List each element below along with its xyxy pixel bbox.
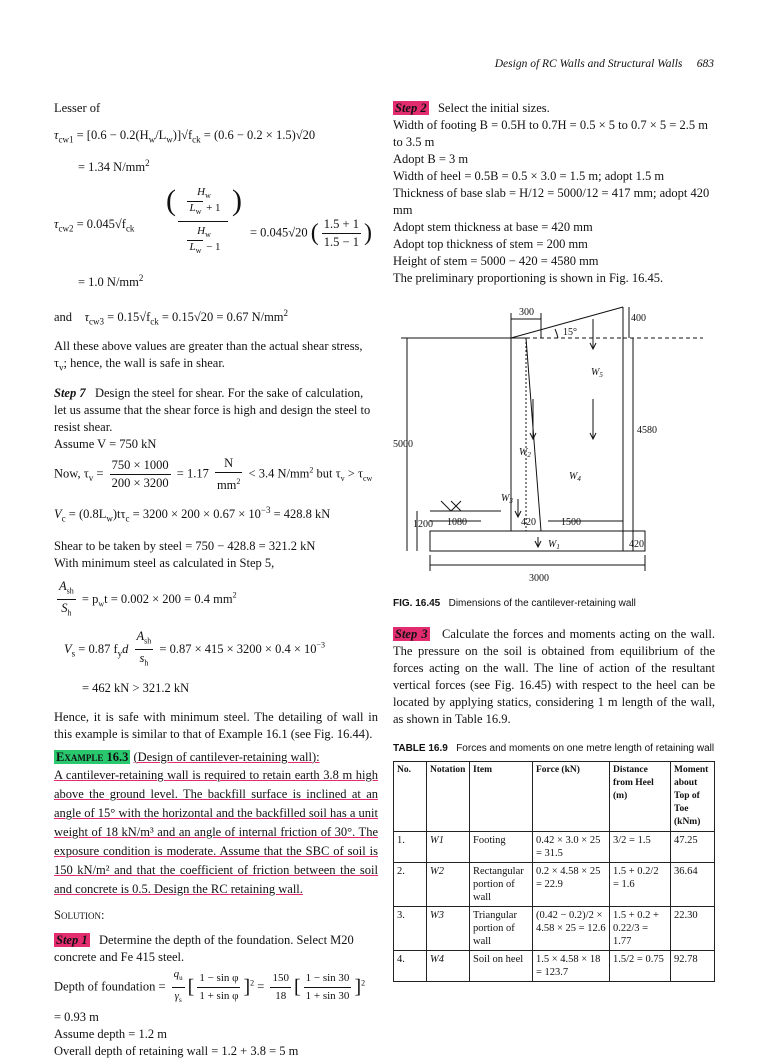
table-cell: Footing bbox=[470, 832, 533, 863]
table-row bbox=[394, 863, 715, 907]
width-footing-line: Width of footing B = 0.5H to 0.7H = 0.5 × 5 to 0.7 × 5 = 2.5 m to 3.5 m bbox=[393, 118, 708, 149]
table-cell: Rectangular portion of wall bbox=[470, 863, 533, 907]
table-cell: 3/2 = 1.5 bbox=[610, 832, 671, 863]
table-cell: 1. bbox=[394, 832, 427, 863]
col-header: Item bbox=[470, 762, 533, 832]
stem-base-line: Adopt stem thickness at base = 420 mm bbox=[393, 220, 593, 234]
col-header: Notation bbox=[427, 762, 470, 832]
table-cell: 1.5 + 0.2/2 = 1.6 bbox=[610, 863, 671, 907]
running-title: Design of RC Walls and Structural Walls bbox=[494, 58, 683, 70]
step7-paragraph: Step 7 Design the steel for shear. For the sake of calculation, let us assume that the shear force is high and design the steel to resist shear. bbox=[54, 385, 371, 434]
table-row bbox=[394, 832, 715, 863]
table-number: TABLE 16.9 bbox=[393, 743, 448, 754]
table-cell: W2 bbox=[427, 863, 470, 907]
table-row bbox=[394, 907, 715, 951]
table-row bbox=[394, 951, 715, 982]
table-cell: 3. bbox=[394, 907, 427, 951]
lesser-of-text: Lesser of bbox=[54, 101, 101, 115]
table-cell: 2. bbox=[394, 863, 427, 907]
tau-cw2-result: = 1.0 $N/mm^2$ bbox=[78, 272, 144, 289]
label-w1: $W_1$ bbox=[548, 539, 560, 551]
vs-equation: $V_s = 0.87$ $f_yd$ $\frac{A_{sh}}{s_h}$ = $0.87 \times 415 \times 3200 \times 0.4 \times 10^{-3}$ bbox=[64, 628, 326, 668]
depth-result: = 0.93 m bbox=[54, 1010, 99, 1025]
min-steel-text: With minimum steel as calculated in Step 5, bbox=[54, 555, 275, 570]
solution-label: Solution: bbox=[54, 907, 105, 922]
tau-cw1-equation: $\tau_{cw1} = [0.6 - 0.2(H_w/L_w)]√f_{ck} = (0.6 - 0.2 \times 1.5)√20$ bbox=[54, 128, 316, 145]
right-column bbox=[393, 100, 715, 982]
left-column bbox=[54, 100, 378, 1060]
dim-1500: 1500 bbox=[561, 517, 581, 528]
depth-foundation-equation: Depth of foundation = $\frac{q_u}{\gamma_s}$ [ $\frac{\text{1 − sin φ}}{\text{1 + sin φ}}$ ]$^2$ = $\frac{150}{18}$ [ $\frac{1 - \sin 30}{1 + \sin 30}$ ]$^2$ bbox=[54, 967, 366, 1005]
dim-15-deg: 15° bbox=[563, 327, 577, 338]
example-heading bbox=[54, 749, 378, 766]
step1-paragraph: Step 1 Determine the depth of the foundation. Select M20 concrete and Fe 415 steel. bbox=[54, 932, 354, 964]
overall-depth: Overall depth of retaining wall = 1.2 + 3.8 = 5 m bbox=[54, 1044, 299, 1059]
tau-cw3-equation: and $\tau_{cw3} = 0.15√f_{ck} = 0.15√20 = 0.67$ $N/mm^2$ bbox=[54, 307, 289, 327]
col-header: Moment about Top of Toe (kNm) bbox=[671, 762, 715, 832]
table-cell: W1 bbox=[427, 832, 470, 863]
hw-lw-fraction: ( $H_w$ $L_w + 1$ $H_w$ $L_w - 1$ ) bbox=[166, 183, 242, 256]
table-cell: (0.42 − 0.2)/2 × 4.58 × 25 = 12.6 bbox=[533, 907, 610, 951]
table-cell: 22.30 bbox=[671, 907, 715, 951]
table-cell: W3 bbox=[427, 907, 470, 951]
dim-3000: 3000 bbox=[529, 573, 549, 584]
tau-v-equation: Now, $\tau_v$ = $\frac{750 \times 1000}{200 \times 3200}$ = 1.17 $\frac{N}{mm^2}$ < 3.4 $N/mm^2$ but $\tau_v > \tau_{cw}$ bbox=[54, 455, 373, 493]
col-header: Force (kN) bbox=[533, 762, 610, 832]
figure-caption: FIG. 16.45 Dimensions of the cantilever-retaining wall bbox=[393, 598, 636, 609]
shear-by-steel: Shear to be taken by steel = 750 − 428.8 = 321.2 kN bbox=[54, 538, 316, 553]
dim-5000: 5000 bbox=[393, 439, 413, 450]
table-cell: 47.25 bbox=[671, 832, 715, 863]
table-header-row bbox=[394, 762, 715, 832]
step3-paragraph: Step 3 Calculate the forces and moments acting on the wall. The pressure on the soil is obtained from equilibrium of the forces acting on the wall. The line of action of the resultant vertical forces (see Fig. 16.45) with respect to the heel can be located by applying statics, considering 1 m length of the wall, as shown in Table 16.9. bbox=[393, 627, 716, 726]
dim-1200: 1200 bbox=[413, 519, 433, 530]
example-title: (Design of cantilever-retaining wall): bbox=[133, 749, 320, 764]
proportioning-line: The preliminary proportioning is shown in Fig. 16.45. bbox=[393, 271, 664, 285]
tau-cw1-result: = 1.34 $N/mm^2$ bbox=[78, 157, 150, 174]
tau-cw2-equation: $\tau_{cw2} = 0.045√f_{ck}$ ( $H_w$ $L_w + 1$ $H_w$ $L_w - 1$ ) = 0.045√20 ( $\frac{1.5 + 1}{1.5 - 1}$ ) bbox=[54, 183, 372, 256]
step2-paragraph: Step 2 Select the initial sizes. bbox=[395, 101, 550, 115]
adopt-b-line: Adopt B = 3 m bbox=[393, 152, 469, 166]
page-number: 683 bbox=[696, 58, 714, 70]
step1-label: Step 1 bbox=[56, 932, 88, 947]
dim-4580: 4580 bbox=[637, 425, 657, 436]
table-cell: 0.2 × 4.58 × 25 = 22.9 bbox=[533, 863, 610, 907]
stem-height-line: Height of stem = 5000 − 420 = 4580 mm bbox=[393, 254, 599, 268]
table-cell: Triangular portion of wall bbox=[470, 907, 533, 951]
label-w5: $W_5$ bbox=[591, 367, 603, 379]
dim-300: 300 bbox=[519, 307, 534, 318]
dim-420-stem: 420 bbox=[521, 517, 536, 528]
base-slab-line: Thickness of base slab = H/12 = 5000/12 = 417 mm; adopt 420 mm bbox=[393, 186, 710, 217]
dim-1080: 1080 bbox=[447, 517, 467, 528]
hence-paragraph: Hence, it is safe with minimum steel. The detailing of wall in this example is similar to that of Example 16.1 (see Fig. 16.44). bbox=[54, 709, 378, 741]
stem-top-line: Adopt top thickness of stem = 200 mm bbox=[393, 237, 588, 251]
example-statement: A cantilever-retaining wall is required to retain earth 3.8 m high above the ground level. The backfill surface is inclined at an angle of 15° with the horizontal and the backfilled soil has a unit weight of 18 kN/m³ and an angle of internal friction of 30°. The exposure condition is moderate. Assume that the SBC of soil is 150 kN/m² and that the coefficient of friction between the soil and concrete is 0.5. Design the RC retaining wall. bbox=[54, 767, 378, 896]
step7-label: Step 7 bbox=[54, 385, 86, 400]
width-heel-line: Width of heel = 0.5B = 0.5 × 3.0 = 1.5 m; adopt 1.5 m bbox=[393, 169, 665, 183]
col-header: No. bbox=[394, 762, 427, 832]
dim-400: 400 bbox=[631, 313, 646, 324]
label-w3: $W_3$ bbox=[501, 493, 513, 505]
vs-result: = 462 kN > 321.2 kN bbox=[82, 680, 190, 695]
label-w2: $W_2$ bbox=[519, 447, 531, 459]
retaining-wall-figure bbox=[393, 299, 715, 589]
safe-in-shear-paragraph: All these above values are greater than the actual shear stress, $\tau_v$; hence, the wall is safe in shear. bbox=[54, 339, 363, 373]
assume-depth: Assume depth = 1.2 m bbox=[54, 1027, 167, 1042]
table-cell: 1.5 × 4.58 × 18 = 123.7 bbox=[533, 951, 610, 982]
vc-equation: $V_c = (0.8L_w)t\tau_c = 3200 \times 200 \times 0.67 \times 10^{-3} = 428.8$ kN bbox=[54, 505, 331, 524]
assume-v: Assume V = 750 kN bbox=[54, 436, 157, 451]
table-cell: W4 bbox=[427, 951, 470, 982]
example-label: Example 16.3 bbox=[56, 749, 129, 764]
table-cell: 0.42 × 3.0 × 25 = 31.5 bbox=[533, 832, 610, 863]
step3-label: Step 3 bbox=[395, 627, 428, 641]
table-cell: 4. bbox=[394, 951, 427, 982]
ash-equation: $\frac{A_{sh}}{S_h}$ = $p_wt = 0.002 \times 200 = 0.4$ $mm^2$ bbox=[59, 578, 237, 618]
table-cell: Soil on heel bbox=[470, 951, 533, 982]
forces-moments-table bbox=[393, 761, 715, 982]
table-cell: 36.64 bbox=[671, 863, 715, 907]
col-header: Distance from Heel (m) bbox=[610, 762, 671, 832]
table-caption: TABLE 16.9 Forces and moments on one metre length of retaining wall bbox=[393, 743, 715, 754]
dim-420-base: 420 bbox=[629, 539, 644, 550]
figure-number: FIG. 16.45 bbox=[393, 598, 441, 609]
running-header bbox=[495, 58, 714, 70]
table-cell: 92.78 bbox=[671, 951, 715, 982]
label-w4: $W_4$ bbox=[569, 471, 581, 483]
table-cell: 1.5/2 = 0.75 bbox=[610, 951, 671, 982]
table-cell: 1.5 + 0.2 + 0.22/3 = 1.77 bbox=[610, 907, 671, 951]
step2-label: Step 2 bbox=[395, 101, 427, 115]
